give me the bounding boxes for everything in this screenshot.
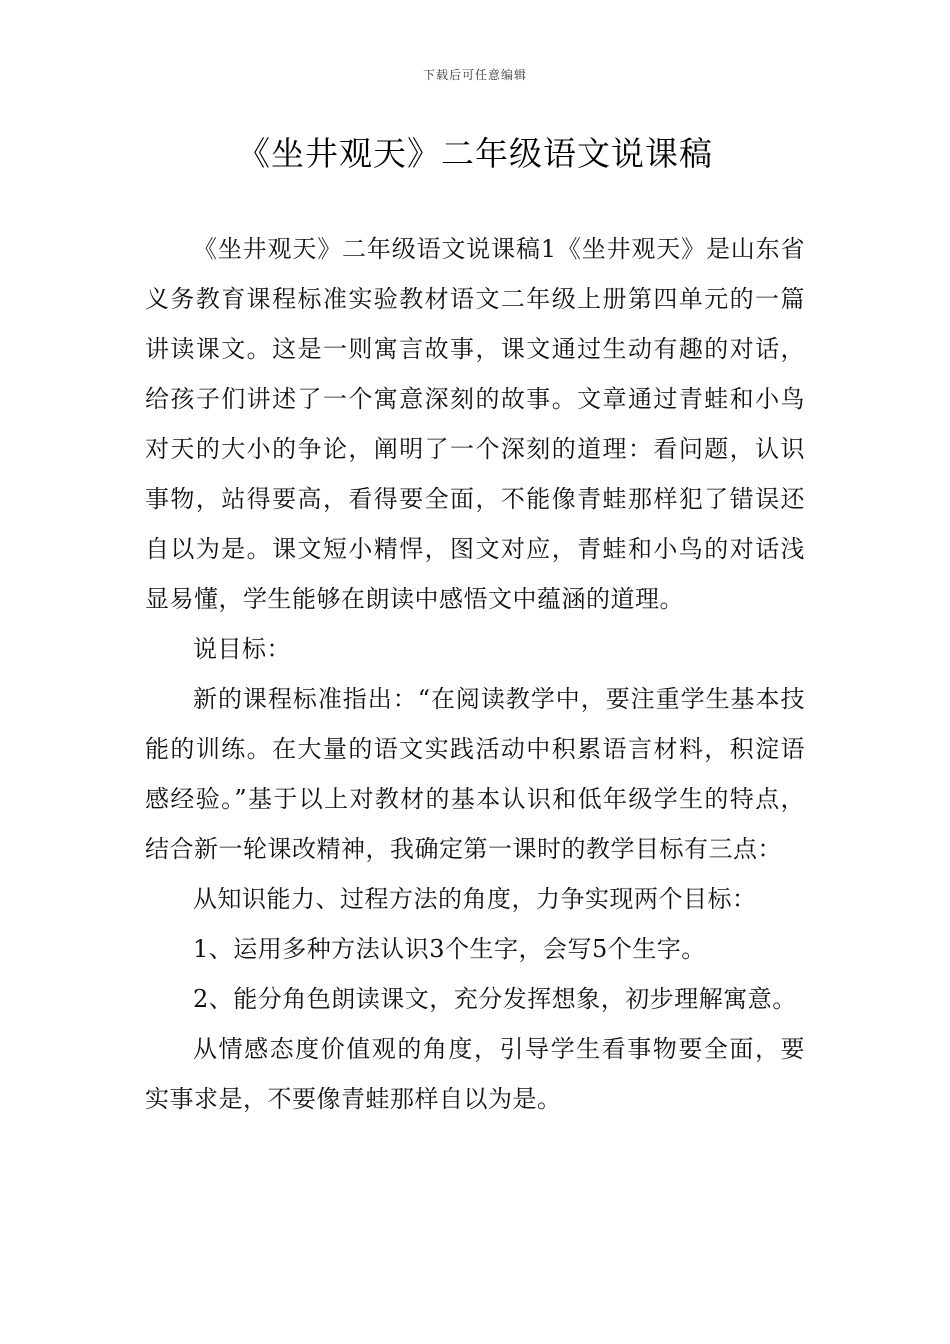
document-title: 《坐井观天》二年级语文说课稿 [237,134,713,173]
header-note: 下载后可任意编辑 [422,68,527,82]
paragraph-objectives-heading: 说目标： [193,635,291,663]
paragraph-values-goal: 从情感态度价值观的角度，引导学生看事物要全面，要实事求是，不要像青蛙那样自以为是。 [145,1035,805,1113]
paragraph-goal-2: 2、能分角色朗读课文，充分发挥想象，初步理解寓意。 [193,985,797,1013]
paragraph-goal-1: 1、运用多种方法认识3个生字，会写5个生字。 [193,935,706,963]
document-body [145,224,805,1124]
paragraph-curriculum-standard: 新的课程标准指出：“在阅读教学中，要注重学生基本技能的训练。在大量的语文实践活动中积累语言材料，积淀语感经验。”基于以上对教材的基本认识和低年级学生的特点，结合新一轮课改精神，我确定第一课时的教学目标有三点： [145,685,805,863]
paragraph-intro: 《坐井观天》二年级语文说课稿1《坐井观天》是山东省义务教育课程标准实验教材语文二年级上册第四单元的一篇讲读课文。这是一则寓言故事，课文通过生动有趣的对话，给孩子们讲述了一个寓意深刻的故事。文章通过青蛙和小鸟对天的大小的争论，阐明了一个深刻的道理：看问题，认识事物，站得要高，看得要全面，不能像青蛙那样犯了错误还自以为是。课文短小精悍，图文对应，青蛙和小鸟的对话浅显易懂，学生能够在朗读中感悟文中蕴涵的道理。 [145,235,805,613]
paragraph-knowledge-goals: 从知识能力、过程方法的角度，力争实现两个目标： [193,885,757,913]
